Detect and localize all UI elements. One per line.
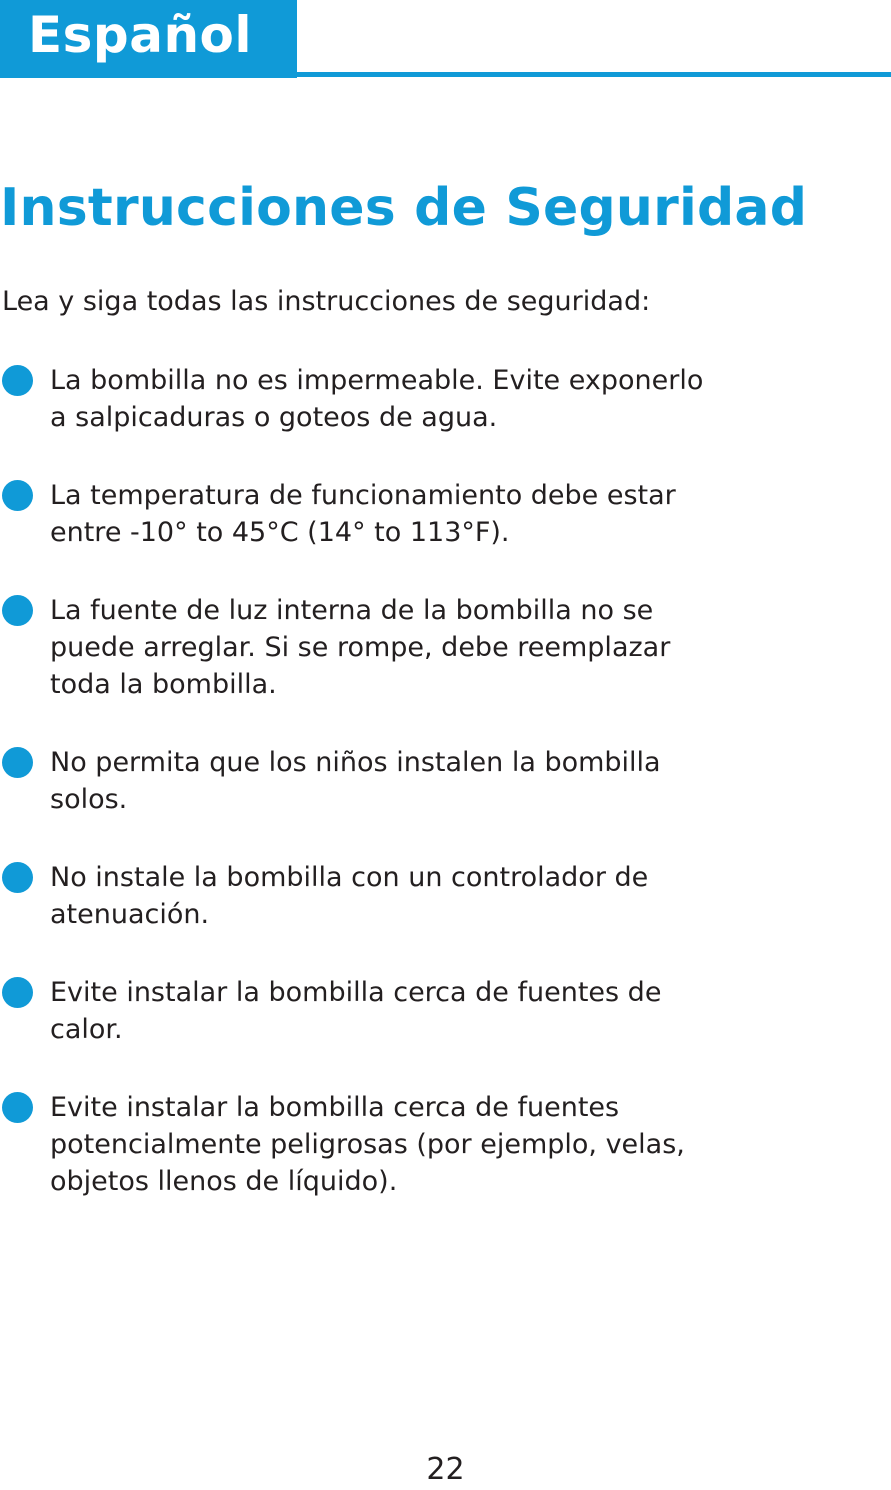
list-item-line: Evite instalar la bombilla cerca de fuentes: [50, 1092, 620, 1123]
list-item-line: entre -10° to 45°C (14° to 113°F).: [50, 517, 510, 548]
list-item-line: objetos llenos de líquido).: [50, 1166, 398, 1197]
list-item: [0, 477, 880, 551]
list-item-line: puede arreglar. Si se rompe, debe reemplazar: [50, 632, 671, 663]
list-item-line: La temperatura de funcionamiento debe estar: [50, 480, 676, 511]
bullet-icon: [2, 595, 33, 626]
list-item-line: No instale la bombilla con un controlador de: [50, 862, 649, 893]
list-item-line: La fuente de luz interna de la bombilla no se: [50, 595, 654, 626]
list-item: [0, 859, 880, 933]
list-item: [0, 592, 880, 703]
list-item-line: Evite instalar la bombilla cerca de fuentes de: [50, 977, 662, 1008]
list-item-line: a salpicaduras o goteos de agua.: [50, 402, 498, 433]
language-tab: [0, 0, 297, 78]
list-item: [0, 744, 880, 818]
bullet-icon: [2, 480, 33, 511]
page-number: 22: [426, 1452, 465, 1487]
bullet-icon: [2, 977, 33, 1008]
bullet-icon: [2, 365, 33, 396]
header-rule: [297, 72, 891, 77]
list-item: [0, 362, 880, 436]
language-tab-label: Español: [28, 6, 253, 64]
bullet-icon: [2, 1092, 33, 1123]
list-item-line: No permita que los niños instalen la bombilla: [50, 747, 661, 778]
list-item-line: solos.: [50, 784, 128, 815]
list-item-line: potencialmente peligrosas (por ejemplo, velas,: [50, 1129, 685, 1160]
list-item-line: La bombilla no es impermeable. Evite exponerlo: [50, 365, 704, 396]
safety-instructions-list: [0, 362, 880, 1241]
bullet-icon: [2, 747, 33, 778]
intro-text: Lea y siga todas las instrucciones de seguridad:: [2, 286, 651, 317]
list-item-line: calor.: [50, 1014, 123, 1045]
list-item-line: atenuación.: [50, 899, 210, 930]
page-title: Instrucciones de Seguridad: [0, 178, 808, 238]
list-item-line: toda la bombilla.: [50, 669, 277, 700]
list-item: [0, 974, 880, 1048]
list-item: [0, 1089, 880, 1200]
bullet-icon: [2, 862, 33, 893]
